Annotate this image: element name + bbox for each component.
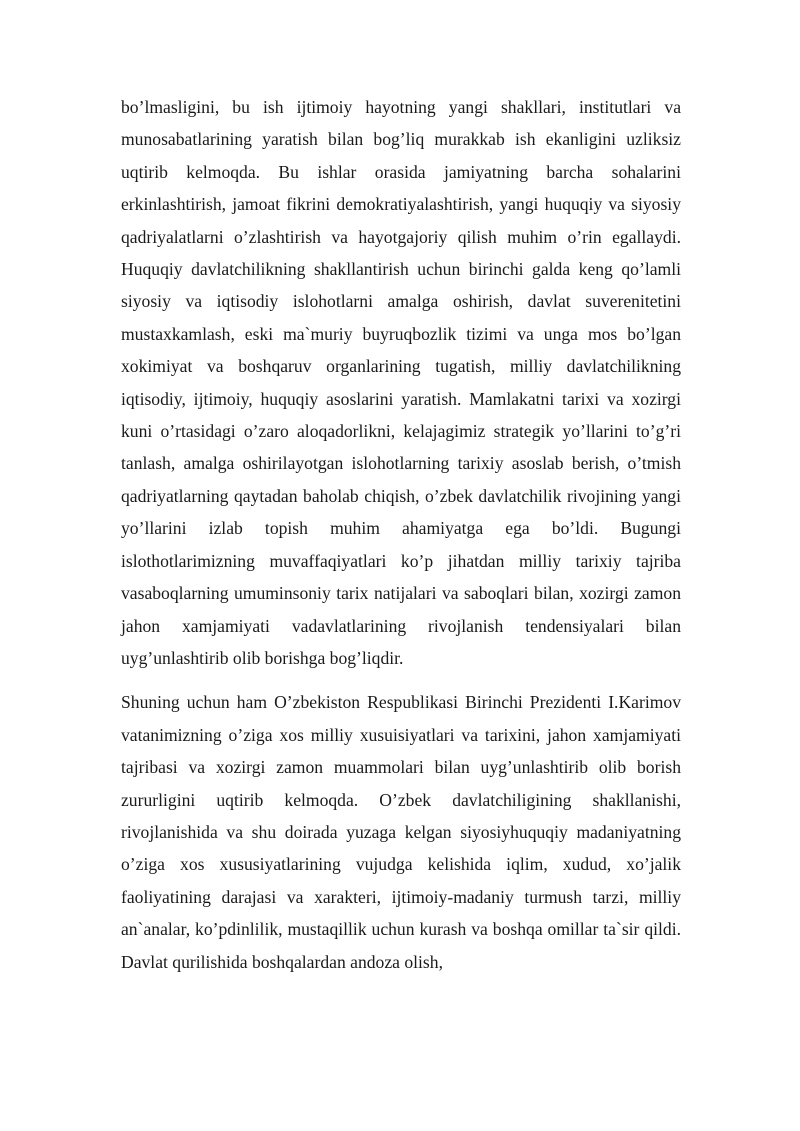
body-text	[121, 91, 681, 978]
paragraph-2: Shuning uchun ham O’zbekiston Respublikasi Birinchi Prezidenti I.Karimov vatanimizning o’ziga xos milliy xusuisiyatlari va tarixini, jahon xamjamiyati tajribasi va xozirgi zamon muammolari bilan uyg’unlashtirib olib borish zururligini uqtirib kelmoqda. O’zbek davlatchiligining shakllanishi, rivojlanishida va shu doirada yuzaga kelgan siyosiyhuquqiy madaniyatning o’ziga xos xususiyatlarining vujudga kelishida iqlim, xudud, xo’jalik faoliyatining darajasi va xarakteri, ijtimoiy-madaniy turmush tarzi, milliy an`analar, ko’pdinlilik, mustaqillik uchun kurash va boshqa omillar ta`sir qildi. Davlat qurilishida boshqalardan andoza olish,	[121, 692, 681, 972]
paragraph-1: bo’lmasligini, bu ish ijtimoiy hayotning yangi shakllari, institutlari va munosabatlarining yaratish bilan bog’liq murakkab ish ekanligini uzliksiz uqtirib kelmoqda. Bu ishlar orasida jamiyatning barcha sohalarini erkinlashtirish, jamoat fikrini demokratiyalashtirish, yangi huquqiy va siyosiy qadriyalatlarni o’zlashtirish va hayotgajoriy qilish muhim o’rin egallaydi. Huquqiy davlatchilikning shakllantirish uchun birinchi galda keng qo’lamli siyosiy va iqtisodiy islohotlarni amalga oshirish, davlat suverenitetini mustaxkamlash, eski ma`muriy buyruqbozlik tizimi va unga mos bo’lgan xokimiyat va boshqaruv organlarining tugatish, milliy davlatchilikning iqtisodiy, ijtimoiy, huquqiy asoslarini yaratish. Mamlakatni tarixi va xozirgi kuni o’rtasidagi o’zaro aloqadorlikni, kelajagimiz strategik yo’llarini to’g’ri tanlash, amalga oshirilayotgan islohotlarning tarixiy asoslab berish, o’tmish qadriyatlarning qaytadan baholab chiqish, o’zbek davlatchilik rivojining yangi yo’llarini izlab topish muhim ahamiyatga ega bo’ldi. Bugungi islothotlarimizning muvaffaqiyatlari ko’p jihatdan milliy tarixiy tajriba vasaboqlarning umuminsoniy tarix natijalari va saboqlari bilan, xozirgi zamon jahon xamjamiyati vadavlatlarining rivojlanish tendensiyalari bilan uyg’unlashtirib olib borishga bog’liqdir.	[121, 97, 681, 668]
